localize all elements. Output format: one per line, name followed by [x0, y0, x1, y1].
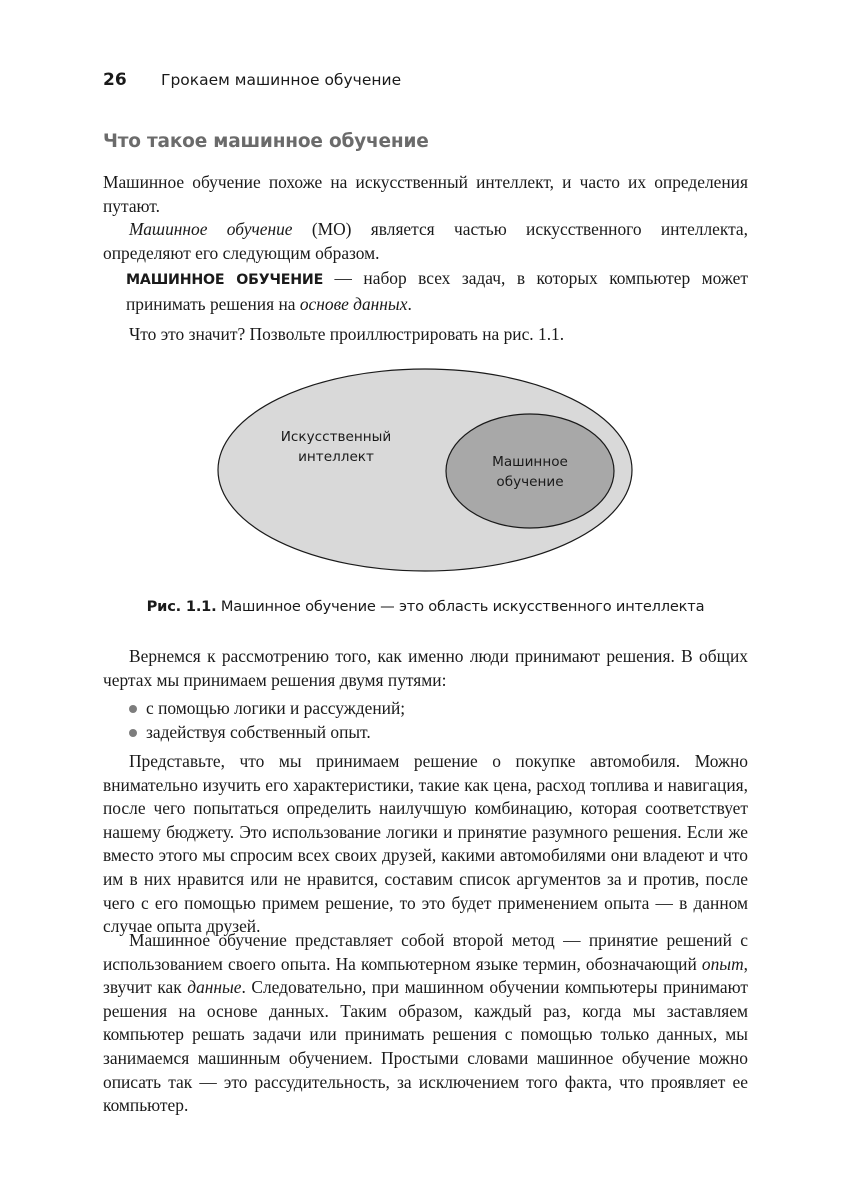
caption-number: Рис. 1.1.	[146, 598, 217, 615]
text-run: Машинное обучение представляет собой второй метод — принятие решений с использованием своего опыта. На компьютерном языке термин, обозначающий	[103, 930, 748, 974]
text-run: , звучит как	[103, 953, 748, 998]
definition-italic: основе данных	[299, 293, 408, 314]
paragraph-decisions	[103, 645, 748, 692]
label-ai-line1: Искусственный	[280, 429, 392, 445]
caption-text: Машинное обучение — это область искусственного интеллекта	[216, 598, 705, 615]
label-ml-line1: Машинное	[492, 454, 568, 470]
italic-term: опыт	[701, 953, 744, 974]
definition-text	[126, 267, 748, 316]
definition-end: .	[407, 293, 412, 314]
text-run: . Следовательно, при машинном обучении компьютеры принимают решения на основе данных. Таким образом, каждый раз, когда мы заставляем компьютер решать задачи или принимать решения с помощью только данных, мы занимаемся машинным обучением. Простыми словами машинное обучение можно описать так — это рассудительность, за исключением того факта, что проявляет ее компьютер.	[103, 977, 748, 1116]
section-title: Что такое машинное обучение	[103, 131, 429, 152]
label-ml-line2: обучение	[496, 474, 564, 490]
book-title: Грокаем машинное обучение	[161, 71, 402, 89]
list-item-text: задействуя собственный опыт.	[146, 721, 371, 742]
list-item	[103, 697, 748, 721]
inner-ellipse-ml	[446, 414, 614, 528]
paragraph-text: (МО) является частью искусственного интеллекта, определяют его следующим образом.	[103, 219, 748, 263]
italic-term: Машинное обучение	[129, 219, 293, 240]
list-item-text: с помощью логики и рассуждений;	[146, 698, 406, 718]
paragraph-text	[103, 929, 748, 1118]
paragraph-question: Что это значит? Позвольте проиллюстрировать на рис. 1.1.	[129, 324, 565, 344]
definition-term: МАШИННОЕ ОБУЧЕНИЕ	[126, 272, 324, 288]
running-head	[103, 70, 401, 90]
venn-figure	[217, 365, 637, 577]
paragraph-ml-experience	[103, 929, 748, 1118]
bullet-icon	[129, 705, 137, 713]
page-number: 26	[103, 70, 127, 90]
paragraph-intro: Машинное обучение похоже на искусственный интеллект, и часто их определения путают.	[103, 172, 748, 216]
paragraph-ml-definition-lead	[103, 218, 748, 265]
paragraph-car-example	[103, 750, 748, 939]
bullet-list	[103, 697, 748, 744]
paragraph-text: Представьте, что мы принимаем решение о покупке автомобиля. Можно внимательно изучить его характеристики, такие как цена, расход топлива и навигация, после чего попытаться определить наилучшую комбинацию, которая соответствует нашему бюджету. Это использование логики и принятие разумного решения. Если же вместо этого мы спросим всех своих друзей, какими автомобилями они владеют и что им в них нравится или не нравится, составим список аргументов за и против, после чего с его помощью примем решение, то это будет применением опыта — в данном случае опыта друзей.	[103, 751, 748, 937]
list-item	[103, 721, 748, 745]
definition-body: — набор всех задач, в которых компьютер может принимать решения на	[126, 268, 748, 314]
venn-diagram	[217, 365, 637, 577]
bullet-icon	[129, 729, 137, 737]
paragraph-text: Вернемся к рассмотрению того, как именно люди принимают решения. В общих чертах мы принимаем решения двумя путями:	[103, 646, 748, 690]
figure-caption	[103, 598, 748, 615]
italic-term: данные	[187, 977, 242, 998]
label-ai-line2: интеллект	[298, 449, 374, 465]
definition-box	[126, 267, 748, 316]
intro-block	[103, 171, 748, 265]
